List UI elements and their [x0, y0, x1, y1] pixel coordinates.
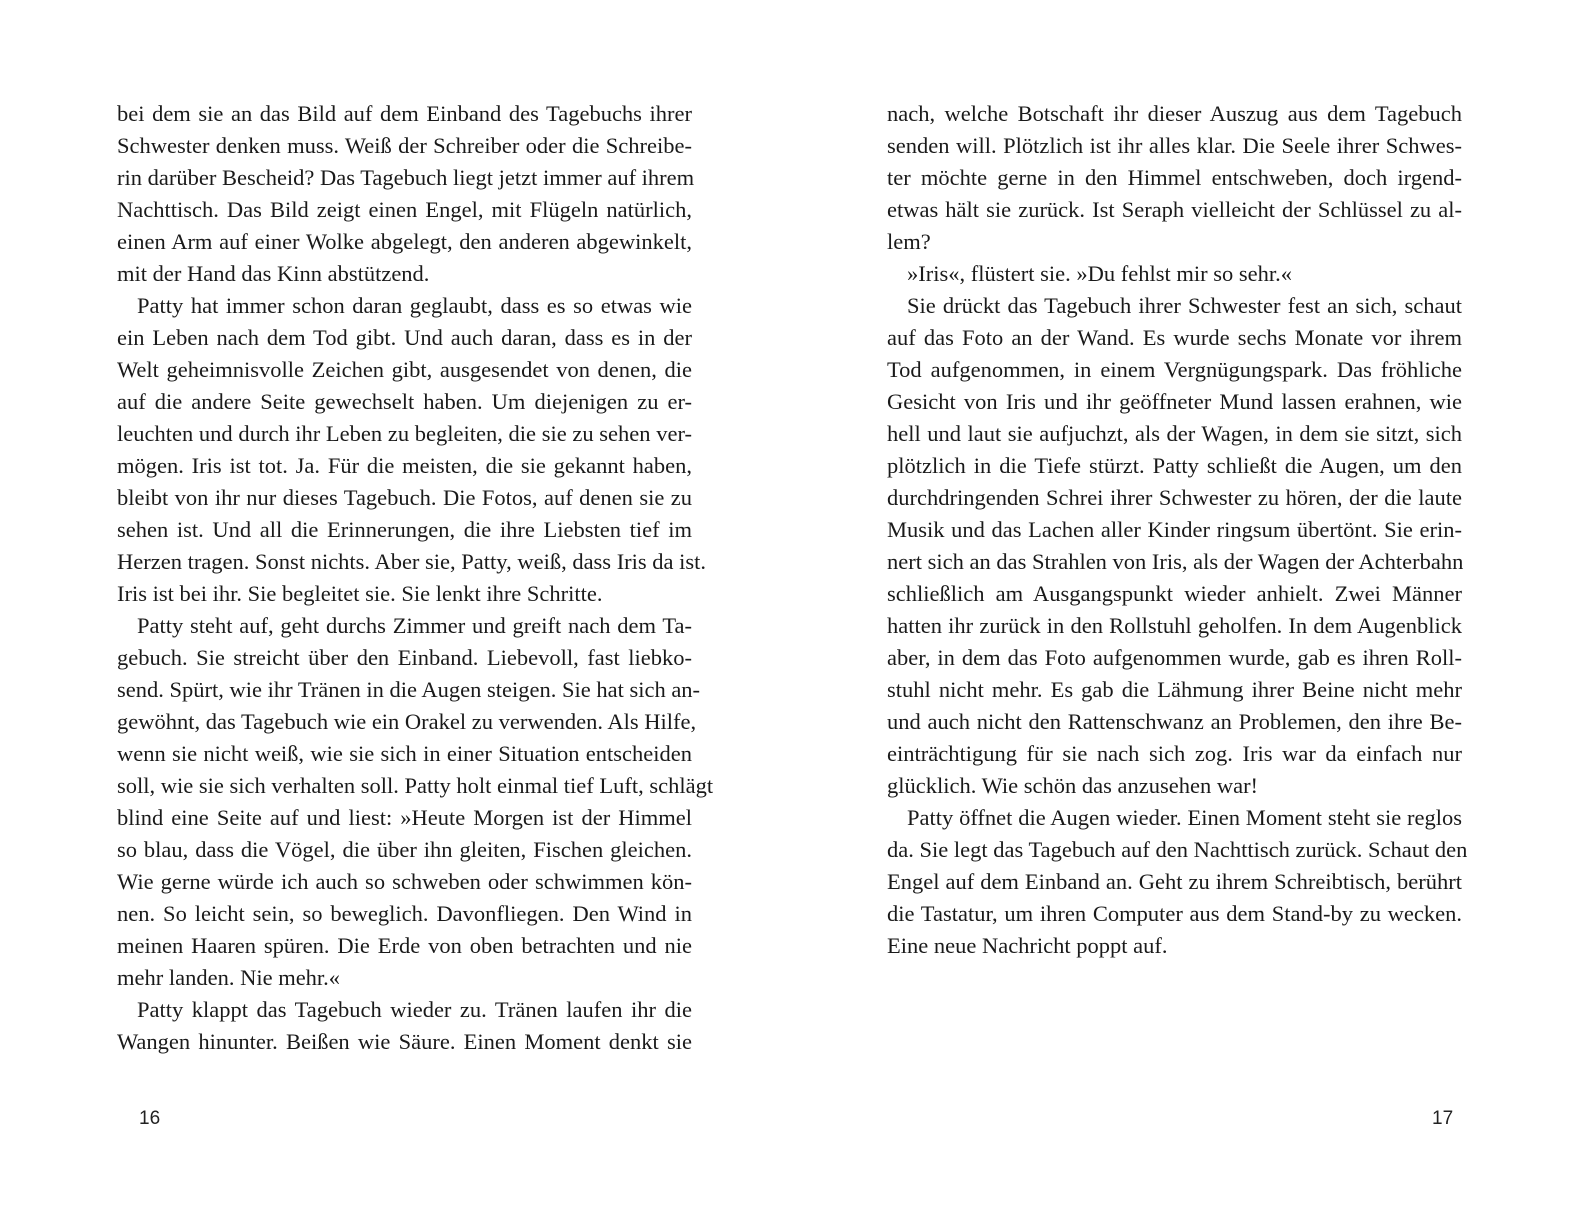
right-page-number: 17: [1432, 1108, 1454, 1129]
text-line: Gesicht von Iris und ihr geöffneter Mund lassen erahnen, wie: [887, 389, 1462, 414]
text-line: Herzen tragen. Sonst nichts. Aber sie, Patty, weiß, dass Iris da ist.: [117, 549, 707, 574]
text-line: nen. So leicht sein, so beweglich. Davonfliegen. Den Wind in: [117, 901, 692, 926]
text-line: Welt geheimnisvolle Zeichen gibt, ausgesendet von denen, die: [117, 357, 692, 382]
paragraph: [887, 258, 1462, 290]
text-line: plötzlich in die Tiefe stürzt. Patty schließt die Augen, um den: [887, 453, 1462, 478]
text-line: leuchten und durch ihr Leben zu begleiten, die sie zu sehen ver-: [117, 421, 692, 446]
text-line: Tod aufgenommen, in einem Vergnügungspark. Das fröhliche: [887, 357, 1462, 382]
text-line: Patty klappt das Tagebuch wieder zu. Tränen laufen ihr die: [137, 997, 692, 1022]
text-line: Engel auf dem Einband an. Geht zu ihrem Schreibtisch, berührt: [887, 869, 1462, 894]
text-line: lem?: [887, 229, 931, 254]
text-line: nach, welche Botschaft ihr dieser Auszug aus dem Tagebuch: [887, 101, 1462, 126]
text-line: rin darüber Bescheid? Das Tagebuch liegt jetzt immer auf ihrem: [117, 165, 695, 190]
text-line: blind eine Seite auf und liest: »Heute Morgen ist der Himmel: [117, 805, 692, 830]
text-line: gewöhnt, das Tagebuch wie ein Orakel zu verwenden. Als Hilfe,: [117, 709, 697, 734]
paragraph: [117, 98, 695, 290]
text-line: Patty öffnet die Augen wieder. Einen Moment steht sie reglos: [907, 805, 1462, 830]
text-line: wenn sie nicht weiß, wie sie sich in einer Situation entscheiden: [117, 741, 692, 766]
text-line: Schwester denken muss. Weiß der Schreiber oder die Schreibe-: [117, 133, 692, 158]
text-line: senden will. Plötzlich ist ihr alles klar. Die Seele ihrer Schwes-: [887, 133, 1462, 158]
left-page-number: 16: [139, 1108, 161, 1129]
text-line: bei dem sie an das Bild auf dem Einband des Tagebuchs ihrer: [117, 101, 692, 126]
text-line: die Tastatur, um ihren Computer aus dem Stand-by zu wecken.: [887, 901, 1462, 926]
text-line: send. Spürt, wie ihr Tränen in die Augen steigen. Sie hat sich an-: [117, 677, 701, 702]
paragraph: [887, 290, 1462, 802]
paragraph: [887, 98, 1462, 258]
left-page-text: [117, 98, 714, 1058]
text-line: Iris ist bei ihr. Sie begleitet sie. Sie lenkt ihre Schritte.: [117, 581, 603, 606]
text-line: Musik und das Lachen aller Kinder ringsum übertönt. Sie erin-: [887, 517, 1462, 542]
text-line: glücklich. Wie schön das anzusehen war!: [887, 773, 1259, 798]
text-line: soll, wie sie sich verhalten soll. Patty holt einmal tief Luft, schlägt: [117, 773, 714, 798]
text-line: Patty steht auf, geht durchs Zimmer und greift nach dem Ta-: [137, 613, 692, 638]
text-line: Nachttisch. Das Bild zeigt einen Engel, mit Flügeln natürlich,: [117, 197, 692, 222]
text-line: so blau, dass die Vögel, die über ihn gleiten, Fischen gleichen.: [117, 837, 692, 862]
text-line: ter möchte gerne in den Himmel entschweben, doch irgend-: [887, 165, 1462, 190]
text-line: einen Arm auf einer Wolke abgelegt, den anderen abgewinkelt,: [117, 229, 692, 254]
text-line: etwas hält sie zurück. Ist Seraph vielleicht der Schlüssel zu al-: [887, 197, 1462, 222]
text-line: Patty hat immer schon daran geglaubt, dass es so etwas wie: [137, 293, 692, 318]
paragraph: [887, 802, 1468, 962]
text-line: ein Leben nach dem Tod gibt. Und auch daran, dass es in der: [117, 325, 692, 350]
text-line: einträchtigung für sie nach sich zog. Iris war da einfach nur: [887, 741, 1462, 766]
text-line: auf die andere Seite gewechselt haben. Um diejenigen zu er-: [117, 389, 692, 414]
text-line: bleibt von ihr nur dieses Tagebuch. Die Fotos, auf denen sie zu: [117, 485, 692, 510]
text-line: Wangen hinunter. Beißen wie Säure. Einen Moment denkt sie: [117, 1029, 692, 1054]
text-line: sehen ist. Und all die Erinnerungen, die ihre Liebsten tief im: [117, 517, 692, 542]
text-line: nert sich an das Strahlen von Iris, als der Wagen der Achterbahn: [887, 549, 1464, 574]
text-line: hell und laut sie aufjuchzt, als der Wagen, in dem sie sitzt, sich: [887, 421, 1462, 446]
text-line: durchdringenden Schrei ihrer Schwester zu hören, der die laute: [887, 485, 1462, 510]
text-line: schließlich am Ausgangspunkt wieder anhielt. Zwei Männer: [887, 581, 1462, 606]
paragraph: [117, 290, 707, 610]
text-line: hatten ihr zurück in den Rollstuhl geholfen. In dem Augenblick: [887, 613, 1462, 638]
text-line: stuhl nicht mehr. Es gab die Lähmung ihrer Beine nicht mehr: [887, 677, 1462, 702]
text-line: auf das Foto an der Wand. Es wurde sechs Monate vor ihrem: [887, 325, 1462, 350]
text-line: mehr landen. Nie mehr.«: [117, 965, 341, 990]
text-line: mit der Hand das Kinn abstützend.: [117, 261, 430, 286]
paragraph: [117, 994, 692, 1058]
text-line: Sie drückt das Tagebuch ihrer Schwester fest an sich, schaut: [907, 293, 1462, 318]
right-page: [797, 0, 1594, 1217]
text-line: da. Sie legt das Tagebuch auf den Nachttisch zurück. Schaut den: [887, 837, 1468, 862]
text-line: Eine neue Nachricht poppt auf.: [887, 933, 1168, 958]
text-line: Wie gerne würde ich auch so schweben oder schwimmen kön-: [117, 869, 692, 894]
text-line: aber, in dem das Foto aufgenommen wurde, gab es ihren Roll-: [887, 645, 1462, 670]
text-line: gebuch. Sie streicht über den Einband. Liebevoll, fast liebko-: [117, 645, 692, 670]
text-line: »Iris«, flüstert sie. »Du fehlst mir so sehr.«: [907, 261, 1292, 286]
text-line: meinen Haaren spüren. Die Erde von oben betrachten und nie: [117, 933, 692, 958]
text-line: mögen. Iris ist tot. Ja. Für die meisten, die sie gekannt haben,: [117, 453, 692, 478]
paragraph: [117, 610, 714, 994]
right-page-text: [887, 98, 1468, 962]
text-line: und auch nicht den Rattenschwanz an Problemen, den ihre Be-: [887, 709, 1462, 734]
